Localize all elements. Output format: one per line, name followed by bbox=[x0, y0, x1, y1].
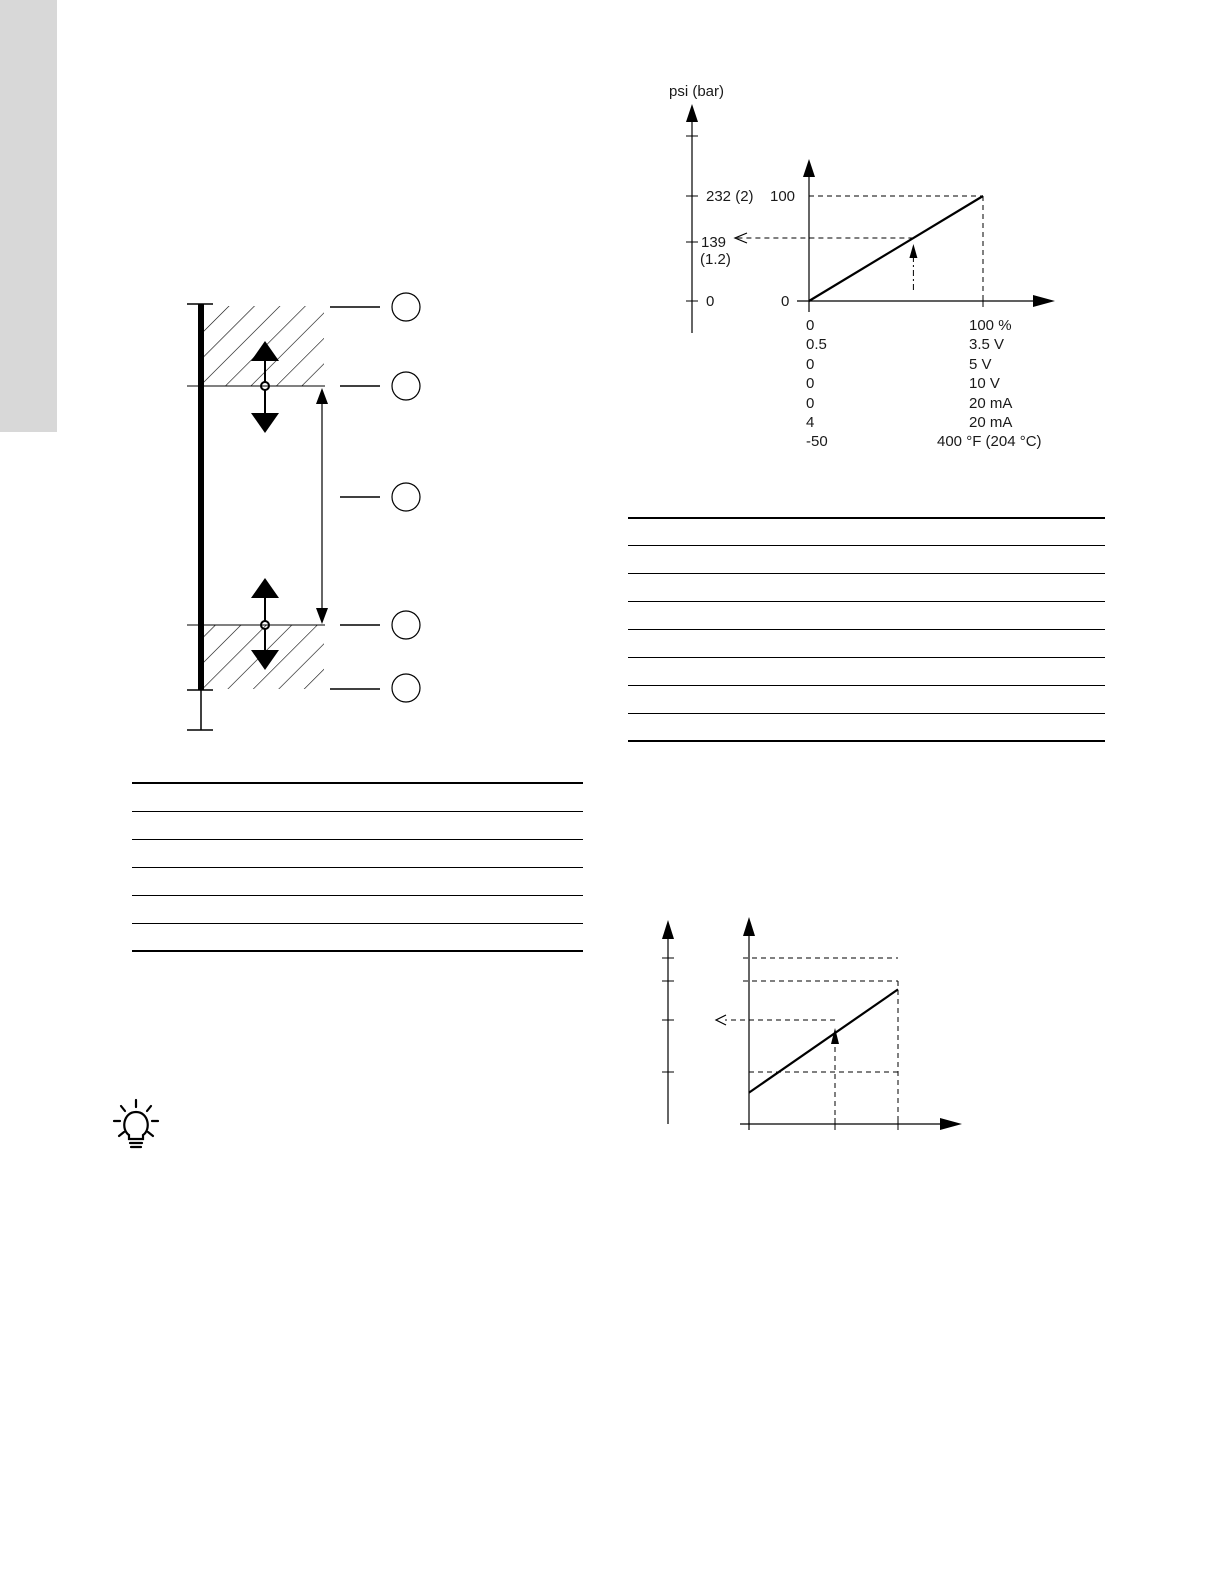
range-min-3: 0 bbox=[806, 375, 815, 392]
table-rule bbox=[132, 839, 583, 840]
range-max-6: 400 °F (204 °C) bbox=[937, 433, 1042, 450]
table-rule bbox=[628, 573, 1105, 574]
table-rule bbox=[132, 895, 583, 896]
range-max-5: 20 mA bbox=[969, 414, 1013, 431]
range-max-2: 5 V bbox=[969, 356, 992, 373]
range-min-1: 0.5 bbox=[806, 336, 827, 353]
tick-percent-0: 0 bbox=[781, 293, 790, 310]
table-rule bbox=[132, 867, 583, 868]
table-rule bbox=[132, 950, 583, 952]
range-min-2: 0 bbox=[806, 356, 815, 373]
table-rule bbox=[132, 782, 583, 784]
pressure-axis-label: psi (bar) bbox=[669, 83, 725, 100]
table-rule bbox=[628, 629, 1105, 630]
range-max-1: 3.5 V bbox=[969, 336, 1005, 353]
table-rule bbox=[628, 545, 1105, 546]
table-rule bbox=[628, 601, 1105, 602]
tick-pressure-0: 0 bbox=[706, 293, 715, 310]
range-min-4: 0 bbox=[806, 395, 815, 412]
range-max-4: 20 mA bbox=[969, 395, 1013, 412]
tick-1-2: (1.2) bbox=[700, 251, 731, 268]
tick-232: 232 (2) bbox=[706, 188, 754, 205]
table-rule bbox=[132, 923, 583, 924]
range-max-3: 10 V bbox=[969, 375, 1000, 392]
table-rule bbox=[628, 740, 1105, 742]
range-min-5: 4 bbox=[806, 414, 815, 431]
tick-percent-100: 100 bbox=[770, 188, 796, 205]
tick-139: 139 bbox=[701, 234, 727, 251]
table-rule bbox=[132, 811, 583, 812]
range-min-0: 0 bbox=[806, 317, 815, 334]
range-min-6: -50 bbox=[806, 433, 828, 450]
table-rule bbox=[628, 517, 1105, 519]
range-max-0: 100 % bbox=[969, 317, 1012, 334]
table-rule bbox=[628, 713, 1105, 714]
table-rule bbox=[628, 657, 1105, 658]
table-rule bbox=[628, 685, 1105, 686]
